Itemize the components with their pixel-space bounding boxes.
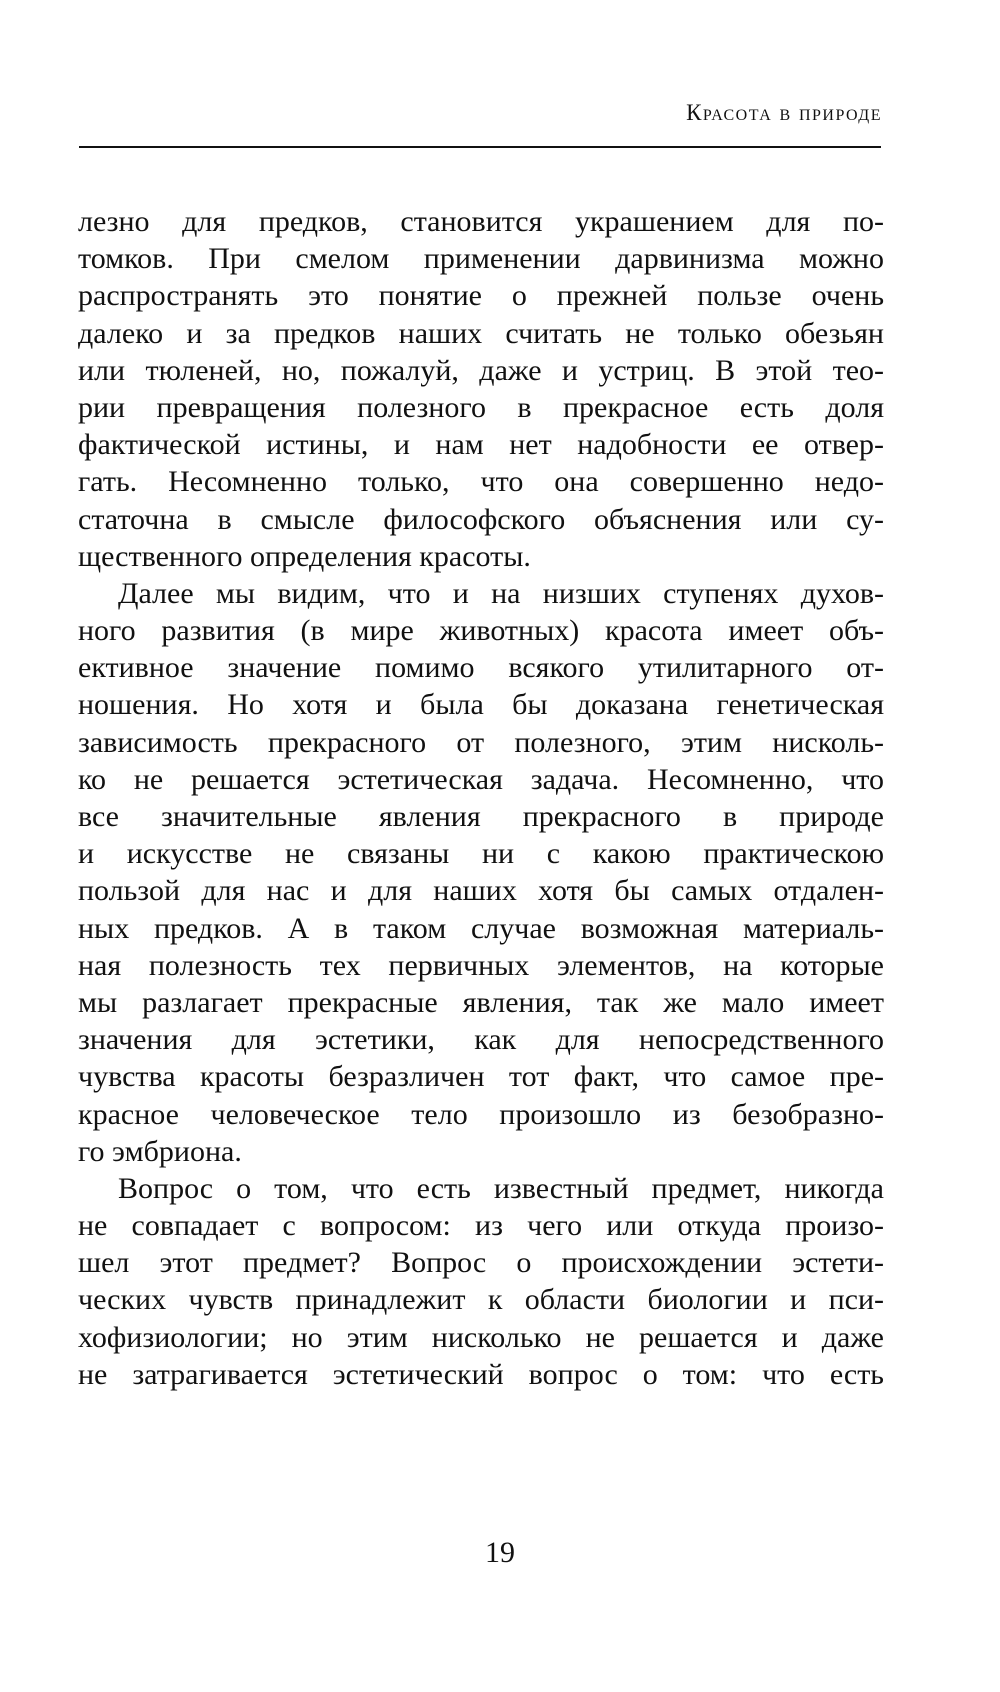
text-line: далеко и за предков наших считать не только обезьян	[78, 316, 884, 350]
text-line: шел этот предмет? Вопрос о происхождении эстети-	[78, 1246, 884, 1280]
text-line: значения для эстетики, как для непосредственного	[78, 1023, 884, 1057]
text-line: чувства красоты безразличен тот факт, что самое пре-	[78, 1060, 884, 1094]
text-line: ективное значение помимо всякого утилитарного от-	[78, 651, 884, 685]
text-line: томков. При смелом применении дарвинизма можно	[78, 242, 884, 276]
text-line: зависимость прекрасного от полезного, этим нисколь-	[78, 725, 884, 759]
text-line: рии превращения полезного в прекрасное есть доля	[78, 390, 884, 424]
text-line: щественного определения красоты.	[78, 539, 531, 573]
text-line: ческих чувств принадлежит к области биологии и пси-	[78, 1283, 884, 1317]
page-number: 19	[485, 1536, 515, 1569]
text-line: ного развития (в мире животных) красота имеет объ-	[78, 614, 884, 648]
text-line: гать. Несомненно только, что она совершенно недо-	[78, 465, 884, 499]
header-rule	[79, 146, 881, 148]
text-line: ношения. Но хотя и была бы доказана генетическая	[78, 688, 884, 722]
text-line: Далее мы видим, что и на низших ступенях духов-	[118, 576, 884, 610]
text-line: или тюленей, но, пожалуй, даже и устриц. В этой тео-	[78, 353, 884, 387]
text-line: фактической истины, и нам нет надобности ее отвер-	[78, 428, 884, 462]
text-line: не совпадает с вопросом: из чего или откуда произо-	[78, 1209, 884, 1243]
text-line: пользой для нас и для наших хотя бы самых отдален-	[78, 874, 884, 908]
text-line: распространять это понятие о прежней пользе очень	[78, 279, 884, 313]
text-line: го эмбриона.	[78, 1134, 242, 1168]
text-line: статочна в смысле философского объяснения или су-	[78, 502, 884, 536]
text-line: все значительные явления прекрасного в природе	[78, 800, 884, 833]
text-line: мы разлагает прекрасные явления, так же мало имеет	[78, 985, 884, 1019]
running-head: Красота в природе	[686, 100, 882, 125]
text-line: лезно для предков, становится украшением для по-	[78, 205, 884, 238]
text-line: не затрагивается эстетический вопрос о том: что есть	[78, 1357, 884, 1391]
text-line: красное человеческое тело произошло из безобразно-	[78, 1097, 884, 1131]
text-line: Вопрос о том, что есть известный предмет, никогда	[118, 1171, 884, 1205]
text-line: ная полезность тех первичных элементов, на которые	[78, 948, 884, 982]
page-text	[78, 203, 884, 1393]
text-line: хофизиологии; но этим нисколько не решается и даже	[78, 1320, 884, 1354]
text-line: ных предков. А в таком случае возможная материаль-	[78, 911, 884, 945]
text-line: и искусстве не связаны ни с какою практическою	[78, 837, 884, 871]
text-line: ко не решается эстетическая задача. Несомненно, что	[78, 762, 884, 796]
